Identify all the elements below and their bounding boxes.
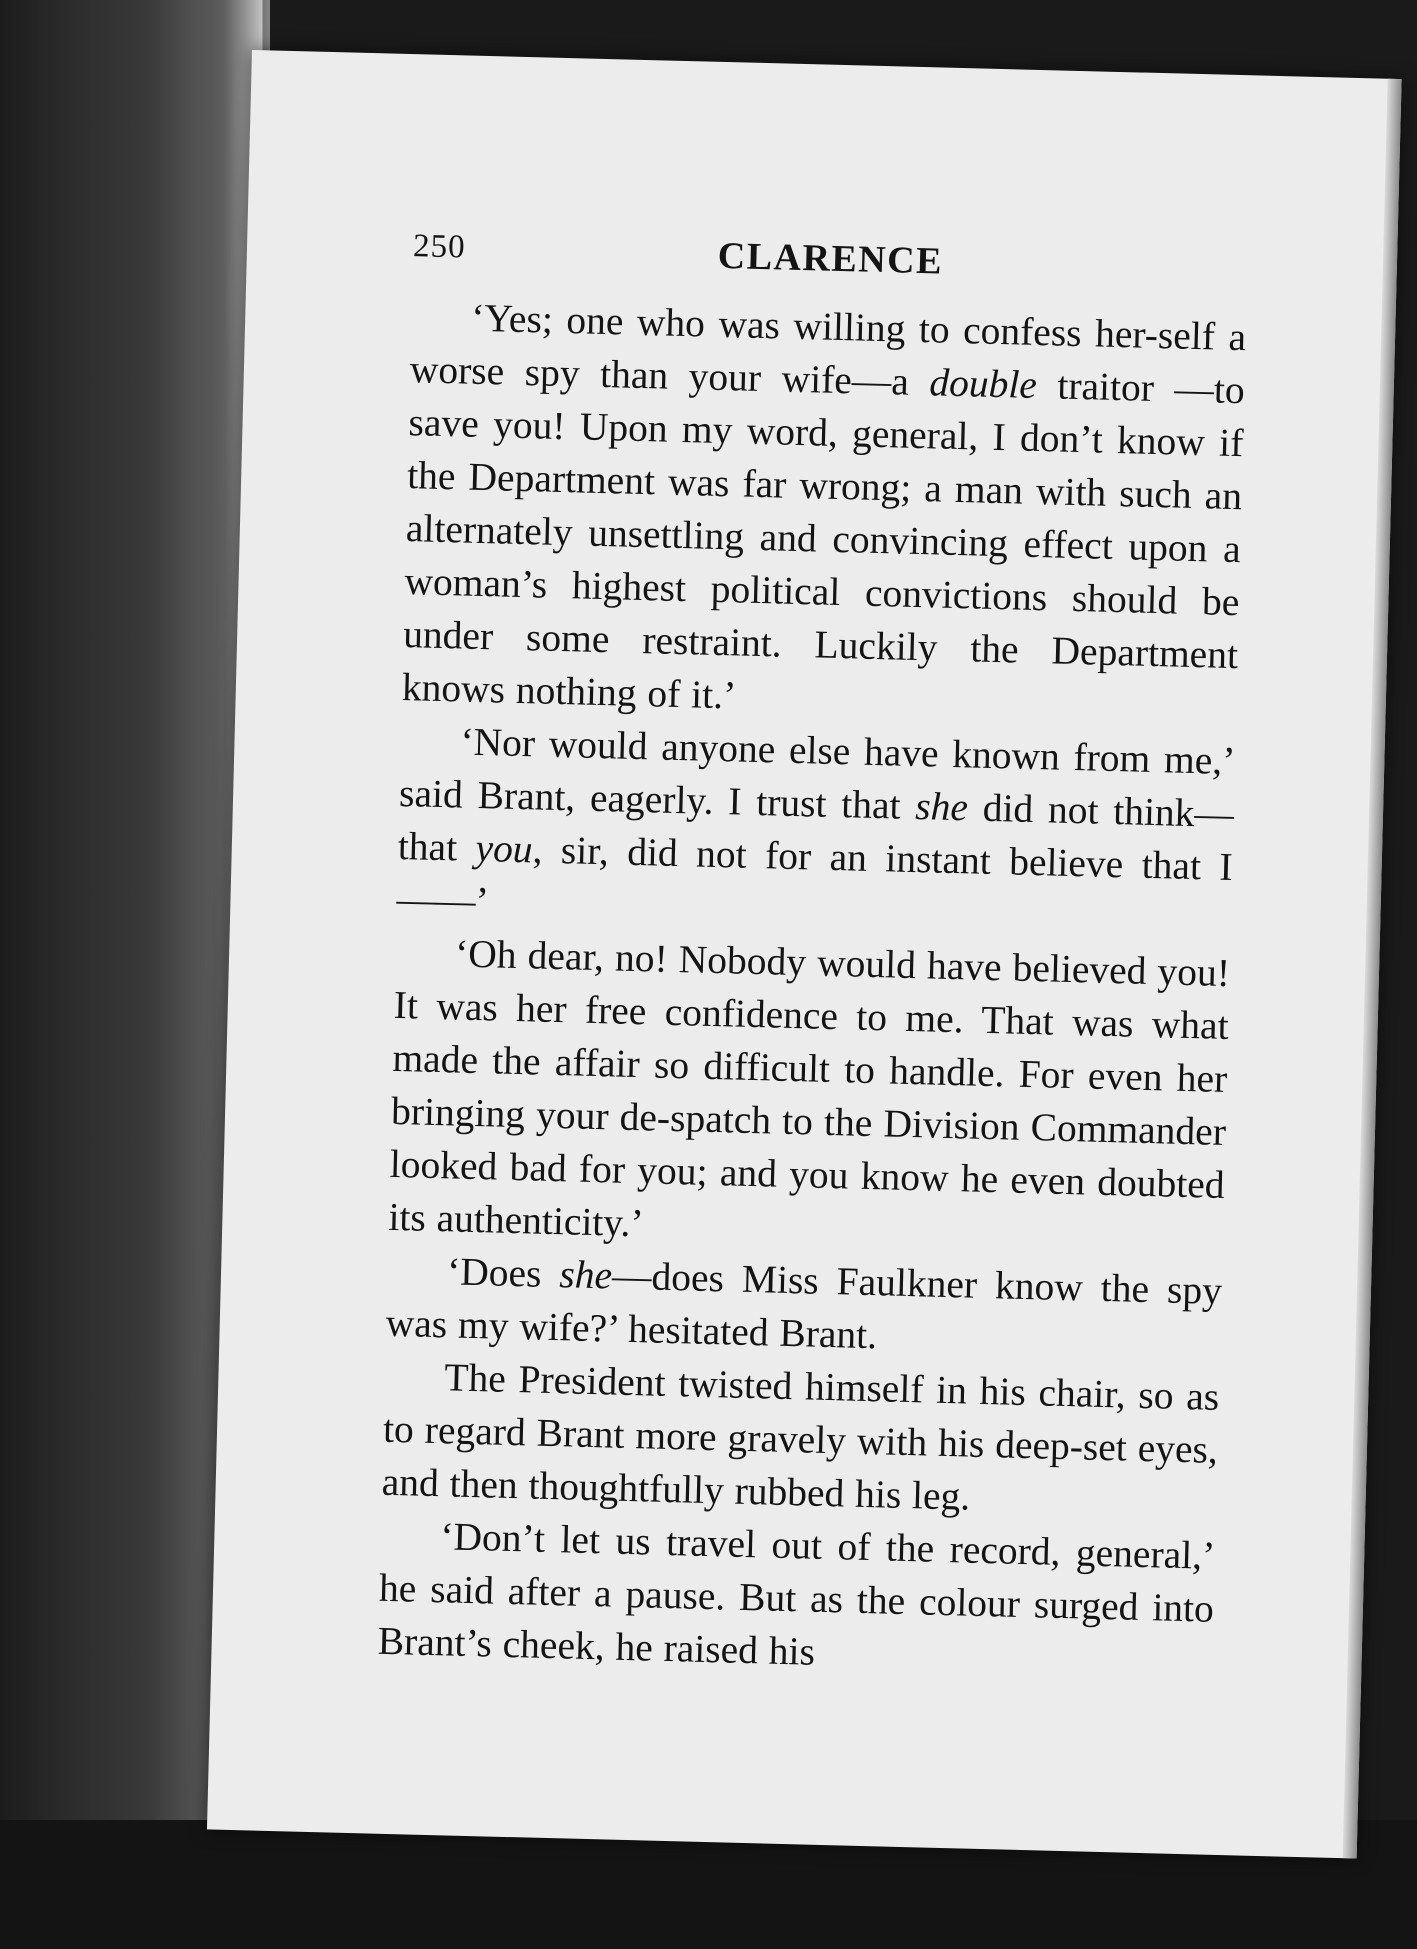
italic-text: she (914, 784, 969, 830)
text-run: ‘Nor would anyone else have known from me,’ said Brant, eagerly. I trust that (398, 719, 1236, 829)
paragraph (385, 1244, 1222, 1371)
text-run: , sir, did not for an instant believe that I——’ (396, 827, 1234, 924)
paragraph (388, 926, 1231, 1265)
paragraph (401, 290, 1246, 735)
text-run: The President twisted himself in his chair, so as to regard Brant more gravely with his deep-set eyes, and then thoughtfully rubbed his leg. (381, 1355, 1220, 1519)
running-head (412, 222, 1248, 303)
italic-text: you (475, 825, 534, 872)
text-run: ‘Yes; one who was willing to confess her-self a worse spy than your wife—a (409, 295, 1247, 405)
text-run: did not think—that (397, 785, 1235, 870)
text-run: ‘Don’t let us travel out of the record, general,’ he said after a pause. But as the colour surged into Brant’s cheek, he raised his (377, 1514, 1216, 1674)
paragraph (377, 1509, 1216, 1689)
text-run: traitor —to save you! Upon my word, general, I don’t know if the Department was far wrong; a man with such an alternately unsettling and convincing effect upon a woman’s highest political convictions should be under some restraint. Luckily the Department knows nothing of it.’ (401, 362, 1246, 718)
text-run: ‘Oh dear, no! Nobody would have believed you! It was her free confidence to me. That was what made the affair so difficult to handle. For even her bringing your de-spatch to the Division Commander looked bad for you; and you know he even doubted its authenticity.’ (387, 931, 1231, 1246)
paragraph (381, 1350, 1220, 1530)
italic-text: double (928, 360, 1038, 407)
paragraph (396, 714, 1236, 947)
page-number: 250 (412, 228, 467, 266)
italic-text: she (558, 1252, 613, 1298)
text-run: ‘Does (446, 1249, 561, 1297)
page-title: CLARENCE (717, 234, 944, 283)
text-block (377, 222, 1248, 1689)
book-page (207, 50, 1402, 1859)
text-run: —does Miss Faulkner know the spy was my wife?’ hesitated Brant. (385, 1253, 1223, 1358)
